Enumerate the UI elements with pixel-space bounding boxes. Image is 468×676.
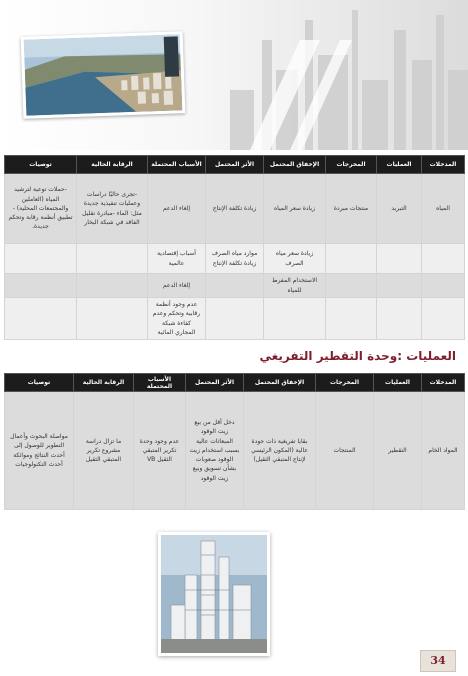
header-current-control: الرقابة الحالية	[74, 374, 134, 392]
table-cell: المنتجات	[316, 392, 374, 510]
page-number: 34	[420, 650, 456, 672]
table-cell: دخل أقل من بيع زيت الوقود المبعاثات عالية بسبب استخدام زيت الوقود صعوبات بشأن تسويق وبيع زيت الوقود	[186, 392, 244, 510]
table-cell	[422, 244, 465, 274]
table-cell	[422, 274, 465, 298]
table-cell: التبريد	[377, 174, 422, 244]
table-cell	[206, 298, 264, 340]
header-potential-impact: الأثر المحتمل	[206, 156, 264, 174]
header-recommendations: توصيات	[5, 374, 74, 392]
table-cell	[5, 274, 77, 298]
risk-table-vacuum-distillation	[4, 373, 465, 510]
header-operations: العمليات	[374, 374, 422, 392]
table-cell: إلغاء الدعم	[148, 174, 206, 244]
header-potential-failure: الإخفاق المحتمل	[264, 156, 326, 174]
table-cell: زيادة تكلفة الإنتاج	[206, 174, 264, 244]
table-cell: المياه	[422, 174, 465, 244]
table-cell: إلغاء الدعم	[148, 274, 206, 298]
table-cell	[77, 244, 148, 274]
table-cell	[206, 274, 264, 298]
table-row	[5, 244, 465, 274]
table-cell	[326, 298, 377, 340]
table-cell	[5, 244, 77, 274]
risk-table-cooling	[4, 155, 465, 340]
table-cell	[377, 298, 422, 340]
table-cell	[377, 244, 422, 274]
header-inputs: المدخلات	[422, 156, 465, 174]
table-cell: موارد مياه الصرف زيادة تكلفة الإنتاج	[206, 244, 264, 274]
table-row	[5, 174, 465, 244]
table-cell: الاستخدام المفرط للمياه	[264, 274, 326, 298]
table-cell: مواصلة البحوث وأعمال التطوير للوصول إلى أحدث النتائج وموائكة أحدث التكنولوجيات	[5, 392, 74, 510]
header-potential-causes: الأسباب المحتملة	[148, 156, 206, 174]
table-cell	[326, 274, 377, 298]
table-cell	[5, 298, 77, 340]
table-cell: التقطير	[374, 392, 422, 510]
header-outputs: المخرجات	[316, 374, 374, 392]
table-cell: زيادة سعر المياه	[264, 174, 326, 244]
table-cell	[326, 244, 377, 274]
distillation-unit-photo	[158, 532, 270, 656]
header-inputs: المدخلات	[422, 374, 465, 392]
header-current-control: الرقابة الحالية	[77, 156, 148, 174]
table-cell: بقايا تفريغية ذات جودة عالية (المكون الرئيسي لإنتاج المتبقي الثقيل)	[244, 392, 316, 510]
table-cell: -تجرى حاليًا دراسات وعمليات تنفيذية جديدة مثل: الماء -مبادرة تقليل الفاقد في شبكة البخار	[77, 174, 148, 244]
table-cell	[77, 298, 148, 340]
table-cell: عدم وجود وحدة تكرير المتبقي الثقيل VB	[134, 392, 186, 510]
table-row	[5, 392, 465, 510]
header-potential-failure: الإخفاق المحتمل	[244, 374, 316, 392]
table-cell	[377, 274, 422, 298]
table-cell: زيادة سعر مياه الصرف	[264, 244, 326, 274]
header-recommendations: توصيات	[5, 156, 77, 174]
table-cell: أسباب إقتصادية عالمية	[148, 244, 206, 274]
table-row	[5, 274, 465, 298]
table-cell: منتجات مبردة	[326, 174, 377, 244]
table-cell: عدم وجود أنظمة رقابية وتحكم وعدم كفاءة شبكة المجاري المائية	[148, 298, 206, 340]
header-potential-causes: الأسباب المحتملة	[134, 374, 186, 392]
table-row	[5, 298, 465, 340]
section-title: العمليات :وحدة التقطير التفريغي	[259, 349, 456, 363]
header-potential-impact: الأثر المحتمل	[186, 374, 244, 392]
nile-city-photo	[21, 31, 186, 119]
header-operations: العمليات	[377, 156, 422, 174]
table-cell	[422, 298, 465, 340]
table-cell: ما تزال دراسة مشروع تكرير المتبقي الثقيل	[74, 392, 134, 510]
table-cell: -حملات توعية لترشيد المياه (العاملين والمجتمعات المحلية) - تطبيق أنظمة رقابة وتحكم جديدة.	[5, 174, 77, 244]
header-outputs: المخرجات	[326, 156, 377, 174]
table-cell	[77, 274, 148, 298]
table-cell: المواد الخام	[422, 392, 465, 510]
table-cell	[264, 298, 326, 340]
